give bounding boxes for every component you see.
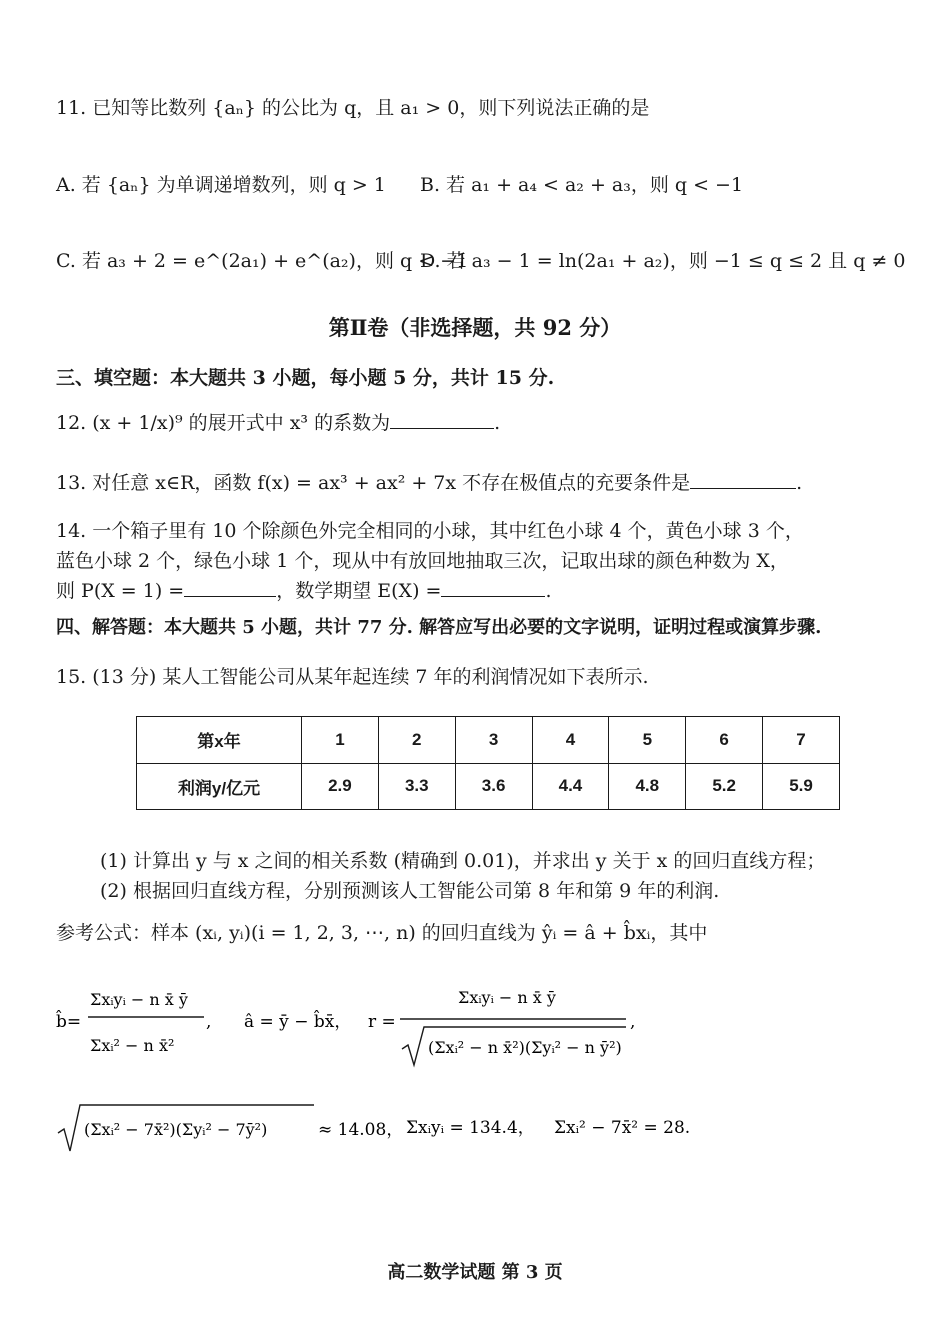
q14-prob-text: 则 P(X = 1) = (56, 580, 185, 602)
q13-line (56, 468, 802, 495)
b-hat-numerator: Σxᵢyᵢ − n x̄ ȳ (90, 990, 188, 1009)
b-hat-lhs: b̂= (56, 1012, 82, 1032)
q15-sub2: (2) 根据回归直线方程，分别预测该人工智能公司第 8 年和第 9 年的利润. (100, 880, 720, 902)
q12-text: 12. (x + 1/x)⁹ 的展开式中 x³ 的系数为 (56, 412, 391, 434)
q13-text: 13. 对任意 x∈R，函数 f(x) = ax³ + ax² + 7x 不存在极值点的充要条件是 (56, 472, 691, 494)
q14-line2: 蓝色小球 2 个，绿色小球 1 个，现从中有放回地抽取三次，记取出球的颜色种数为 X， (56, 550, 789, 572)
given-sqrt-value: ≈ 14.08， (318, 1120, 404, 1140)
q15-stem: 15. (13 分) 某人工智能公司从某年起连续 7 年的利润情况如下表所示. (56, 666, 649, 688)
q14-line1: 14. 一个箱子里有 10 个除颜色外完全相同的小球，其中红色小球 4 个，黄色小球 3 个， (56, 520, 804, 542)
table-cell: 2 (378, 717, 455, 764)
table-header-year: 第x年 (137, 717, 302, 764)
q14-exp-text: ，数学期望 E(X) = (276, 580, 442, 602)
table-header-profit: 利润y/亿元 (137, 763, 302, 810)
table-row-profit (137, 763, 840, 810)
section2-title: 第Ⅱ卷（非选择题，共 92 分） (328, 315, 622, 340)
q12-line (56, 408, 500, 435)
q14-exp-blank[interactable] (441, 580, 545, 597)
q12-end: . (494, 412, 501, 434)
table-cell: 5.9 (763, 763, 840, 810)
q11-option-c: C. 若 a₃ + 2 = e^(2a₁) + e^(a₂)，则 q < −1 (56, 250, 469, 272)
part3-heading: 三、填空题：本大题共 3 小题，每小题 5 分，共计 15 分. (56, 367, 555, 389)
q11-stem: 11. 已知等比数列 {aₙ} 的公比为 q，且 a₁ > 0，则下列说法正确的是 (56, 97, 650, 119)
r-lhs: r = (368, 1012, 396, 1032)
table-cell: 1 (302, 717, 379, 764)
table-cell: 3.6 (455, 763, 532, 810)
part4-heading: 四、解答题：本大题共 5 小题，共计 77 分. 解答应写出必要的文字说明，证明过程或演算步骤. (56, 617, 822, 638)
table-cell: 4.8 (609, 763, 686, 810)
q11-option-b: B. 若 a₁ + a₄ < a₂ + a₃，则 q < −1 (420, 174, 744, 196)
b-hat-denominator: Σxᵢ² − n x̄² (90, 1036, 175, 1055)
given-sqrt-content: (Σxᵢ² − 7x̄²)(Σyᵢ² − 7ȳ²) (84, 1120, 268, 1139)
q13-end: . (796, 472, 803, 494)
a-hat-formula: â = ȳ − b̂x̄， (244, 1012, 352, 1032)
q14-end: . (545, 580, 552, 602)
q15-reference: 参考公式：样本 (xᵢ, yᵢ)(i = 1, 2, 3, ⋯, n) 的回归直线为 ŷᵢ = â + b̂xᵢ，其中 (56, 922, 708, 944)
r-comma: , (630, 1012, 636, 1032)
page-footer: 高二数学试题 第 3 页 (387, 1262, 563, 1283)
regression-formulas (56, 965, 896, 1165)
q11-option-d: D. 若 a₃ − 1 = ln(2a₁ + a₂)，则 −1 ≤ q ≤ 2 且 q ≠ 0 (420, 250, 906, 272)
q11-option-a: A. 若 {aₙ} 为单调递增数列，则 q > 1 (56, 174, 386, 196)
table-cell: 4 (532, 717, 609, 764)
profit-table (136, 716, 840, 810)
given-sum-x2: Σxᵢ² − 7x̄² = 28. (554, 1118, 691, 1138)
r-numerator: Σxᵢyᵢ − n x̄ ȳ (458, 988, 556, 1007)
q15-sub1: (1) 计算出 y 与 x 之间的相关系数 (精确到 0.01)，并求出 y 关于 x 的回归直线方程； (100, 850, 826, 872)
table-cell: 3.3 (378, 763, 455, 810)
r-denominator: (Σxᵢ² − n x̄²)(Σyᵢ² − n ȳ²) (428, 1038, 622, 1057)
table-cell: 5 (609, 717, 686, 764)
q13-answer-blank[interactable] (690, 472, 796, 489)
table-cell: 4.4 (532, 763, 609, 810)
q14-prob-blank[interactable] (184, 580, 276, 597)
table-cell: 7 (763, 717, 840, 764)
table-cell: 2.9 (302, 763, 379, 810)
given-sum-xy: Σxᵢyᵢ = 134.4， (406, 1118, 535, 1138)
q12-answer-blank[interactable] (390, 412, 494, 429)
q14-line3 (56, 576, 552, 603)
table-cell: 6 (686, 717, 763, 764)
table-cell: 3 (455, 717, 532, 764)
table-cell: 5.2 (686, 763, 763, 810)
table-row-year (137, 717, 840, 764)
b-hat-comma: , (206, 1012, 212, 1032)
